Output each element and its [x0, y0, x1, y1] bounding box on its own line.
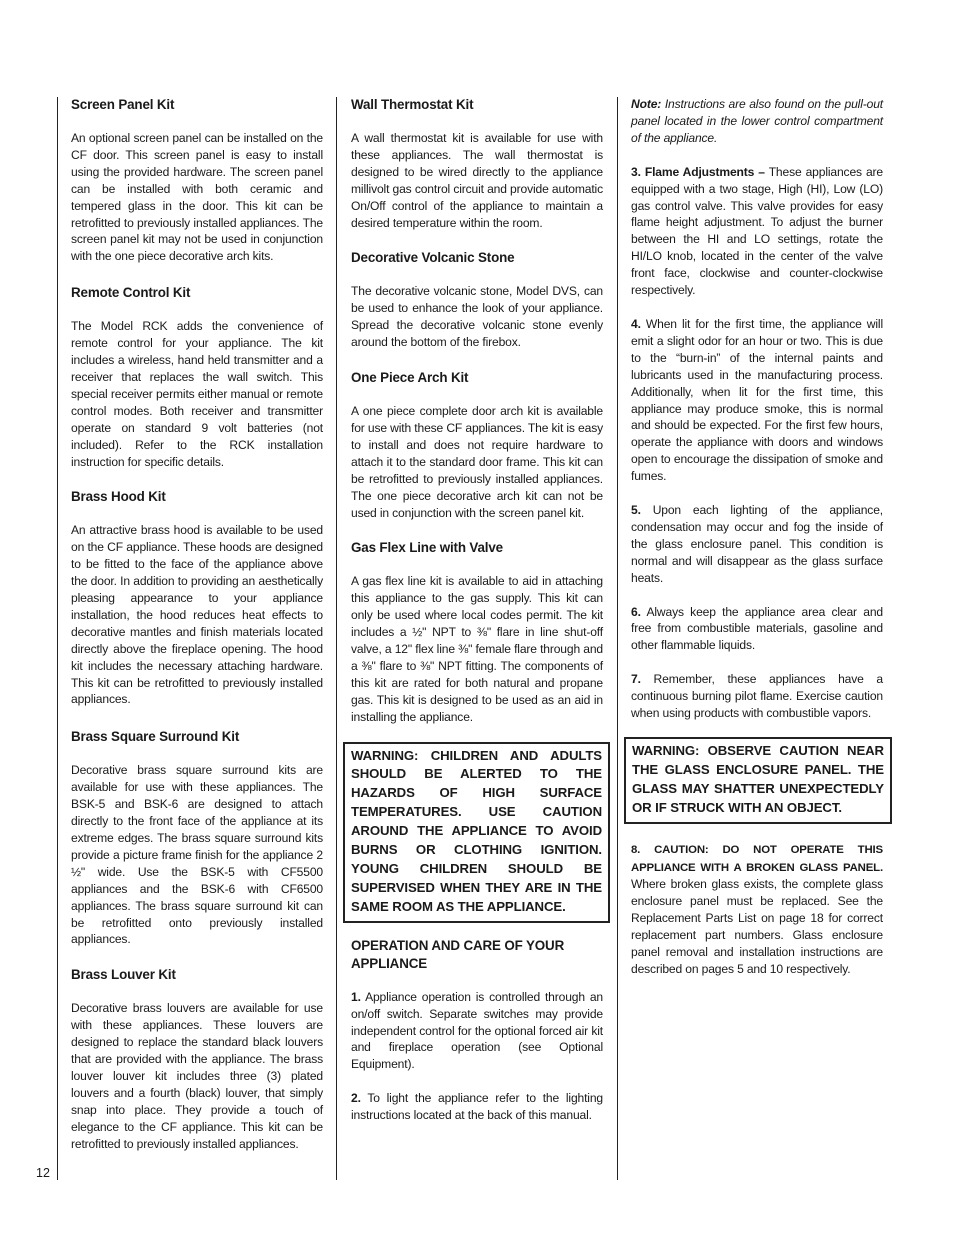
operation-item-2-text: To light the appliance refer to the lighting instructions located at the back of this manual.	[351, 1091, 603, 1123]
note-label: Note:	[631, 97, 662, 111]
flame-adjustment-text: These appliances are equipped with a two stage, High (HI), Low (LO) gas control valve. This valve provides for easy flame height adjustment. To adjust the burner between the HI and LO settings, rotate the HI/LO knob, located in the center of the valve front face, clockwise and counter-clockwise respectively.	[631, 164, 883, 298]
hot-surface-warning-box	[343, 742, 610, 923]
screen-panel-body: An optional screen panel can be installed on the CF door. This screen panel is easy to install using the provided hardware. The screen panel can be installed with both ceramic and tempered glass in the door. This kit can be retrofitted to previously installed appliances. The screen panel kit may not be used in conjunction with the one piece decorative arch kits.	[71, 131, 323, 264]
operation-item-1	[351, 989, 603, 1074]
remote-control-heading: Remote Control Kit	[71, 285, 191, 301]
broken-glass-item	[631, 841, 883, 978]
brass-louver-body: Decorative brass louvers are available for use with these appliances. These louvers are designed to replace the standard black louvers that are provided with the appliance. The brass louver louver kit includes three (3) plated louvers and a fourth (black) louver, that simply snap into place. They provide a touch of elegance to the CF appliance. This kit can be retrofitted to previously installed appliances.	[71, 1001, 323, 1151]
column-2	[351, 96, 603, 1124]
pilot-flame-number: 7.	[631, 672, 641, 687]
gas-flex-heading: Gas Flex Line with Valve	[351, 540, 503, 556]
column-1	[71, 96, 323, 1153]
remote-control-body: The Model RCK adds the convenience of remote control for your appliance. The kit includes a wireless, hand held transmitter and a receiver that replaces the wall switch. This special receiver permits either manual or remote control modes. Both receiver and transmitter operate on standard 9 volt batteries (not included). Refer to the RCK installation instruction for specific details.	[71, 319, 323, 469]
flame-adjustment-item	[631, 164, 883, 299]
column-3	[631, 96, 883, 978]
first-light-text: When lit for the first time, the appliance will emit a slight odor for an hour or two. This is due to the “burn-in” of the internal paints and lubricants used in the manufacturing process. Additionally, when lit for the first time, this appliance may produce smoke, this is normal and should be expected. For the first few hours, operate the appliance with doors and windows open to encourage the dissipation of smoke and fumes.	[631, 316, 884, 484]
thermostat-body: A wall thermostat kit is available for use with these appliances. The wall thermostat is designed to be wired directly to the appliance millivolt gas control circuit and provide automatic On/Off control of the appliance to maintain a desired temperature within the room.	[351, 131, 603, 230]
condensation-text: Upon each lighting of the appliance, condensation may occur and fog the inside of the glass enclosure panel. This condition is normal and will disappear as the glass surface heats.	[631, 503, 883, 585]
brass-louver-heading: Brass Louver Kit	[71, 967, 176, 983]
clear-area-text: Always keep the appliance area clear and free from combustible materials, gasoline and other flammable liquids.	[631, 604, 883, 653]
brass-hood-body: An attractive brass hood is available to be used on the CF appliance. These hoods are designed to be fitted to the face of the appliance above the door. In addition to providing an aesthetically pleasing appearance to your appliance installation, the hood reduces heat effects to decorative mantles and finish materials located directly above the fireplace opening. The hood kit includes the necessary attaching hardware. This kit can be retrofitted to previously installed appliances.	[71, 523, 323, 707]
first-light-item	[631, 316, 883, 485]
brass-square-body: Decorative brass square surround kits are available for use with these appliances. The BSK-5 and BSK-6 are designed to attach directly to the front face of the appliance at its extreme edges. The brass square surround kits provide a picture frame finish for the appliance 2 ½" wide. Use the BSK-5 with CF5500 appliances and the BSK-6 with CF6500 appliances. The brass square surround kit can be retrofitted onto previously installed appliances.	[71, 763, 323, 947]
broken-glass-caution: 8. CAUTION: DO NOT OPERATE THIS APPLIANCE WITH A BROKEN GLASS PANEL.	[631, 843, 883, 874]
brass-hood-heading: Brass Hood Kit	[71, 489, 166, 505]
arch-heading: One Piece Arch Kit	[351, 370, 469, 386]
operation-item-2-number: 2.	[351, 1091, 361, 1106]
pilot-flame-text: Remember, these appliances have a continuous burning pilot flame. Exercise caution when using products with combustible vapors.	[631, 672, 884, 721]
brass-square-heading: Brass Square Surround Kit	[71, 729, 240, 745]
volcanic-heading: Decorative Volcanic Stone	[351, 250, 515, 266]
arch-body: A one piece complete door arch kit is available for use with these CF appliances. The kit is easy to install and does not require hardware to attach it to the standard door frame. This kit can be retrofitted to previously installed appliances. The one piece decorative arch kit can not be used in conjunction with the screen panel kit.	[351, 404, 603, 520]
column-divider-left	[57, 97, 58, 1180]
clear-area-number: 6.	[631, 604, 641, 619]
screen-panel-heading: Screen Panel Kit	[71, 97, 175, 112]
column-divider-right	[617, 97, 618, 1180]
glass-warning-text: WARNING: OBSERVE CAUTION NEAR THE GLASS ENCLOSURE PANEL. THE GLASS MAY SHATTER UNEXPECTEDLY OR IF STRUCK WITH AN OBJECT.	[632, 743, 884, 815]
glass-warning-box	[624, 737, 892, 824]
operation-item-1-text: Appliance operation is controlled through an on/off switch. Separate switches may provide independent control for the optional forced air kit and fireplace operation (see Optional Equipment).	[351, 989, 604, 1072]
column-divider-middle	[336, 97, 337, 1180]
hot-surface-warning-text: WARNING: CHILDREN AND ADULTS SHOULD BE ALERTED TO THE HAZARDS OF HIGH SURFACE TEMPERATURES. USE CAUTION AROUND THE APPLIANCE TO AVOID BURNS OR CLOTHING IGNITION. YOUNG CHILDREN SHOULD BE SUPERVISED WHEN THEY ARE IN THE SAME ROOM AS THE APPLIANCE.	[351, 747, 602, 914]
volcanic-body: The decorative volcanic stone, Model DVS, can be used to enhance the look of your appliance. Spread the decorative volcanic stone evenly around the bottom of the firebox.	[351, 284, 603, 350]
operation-heading: OPERATION AND CARE OF YOUR APPLIANCE	[351, 937, 565, 971]
condensation-item	[631, 502, 883, 587]
note-text: Instructions are also found on the pull-out panel located in the lower control compartment of the appliance.	[631, 97, 883, 145]
flame-adjustment-label: 3. Flame Adjustments –	[631, 164, 765, 179]
gas-flex-body: A gas flex line kit is available to aid in attaching this appliance to the gas supply. This kit can only be used where local codes permit. The kit includes a ½" NPT to ⅜" flare in line shut-off valve, a 12" flex line ⅜" female flare through and a ⅜" flare to ⅜" NPT fitting. The components of this kit are rated for both natural and propane gas. This kit is designed to be used as an aid in installing the appliance.	[351, 574, 603, 724]
operation-item-1-number: 1.	[351, 989, 361, 1004]
pilot-flame-item	[631, 671, 883, 722]
thermostat-heading: Wall Thermostat Kit	[351, 97, 474, 112]
condensation-number: 5.	[631, 503, 641, 518]
page-number: 12	[36, 1166, 50, 1180]
note-paragraph	[631, 96, 883, 147]
first-light-number: 4.	[631, 316, 641, 331]
operation-item-2	[351, 1090, 603, 1124]
broken-glass-text: Where broken glass exists, the complete glass enclosure panel must be replaced. See the Replacement Parts List on page 18 for correct replacement part numbers. Glass enclosure panel removal and installation instructions are described on pages 5 and 10 respectively.	[631, 877, 883, 976]
clear-area-item	[631, 604, 883, 655]
